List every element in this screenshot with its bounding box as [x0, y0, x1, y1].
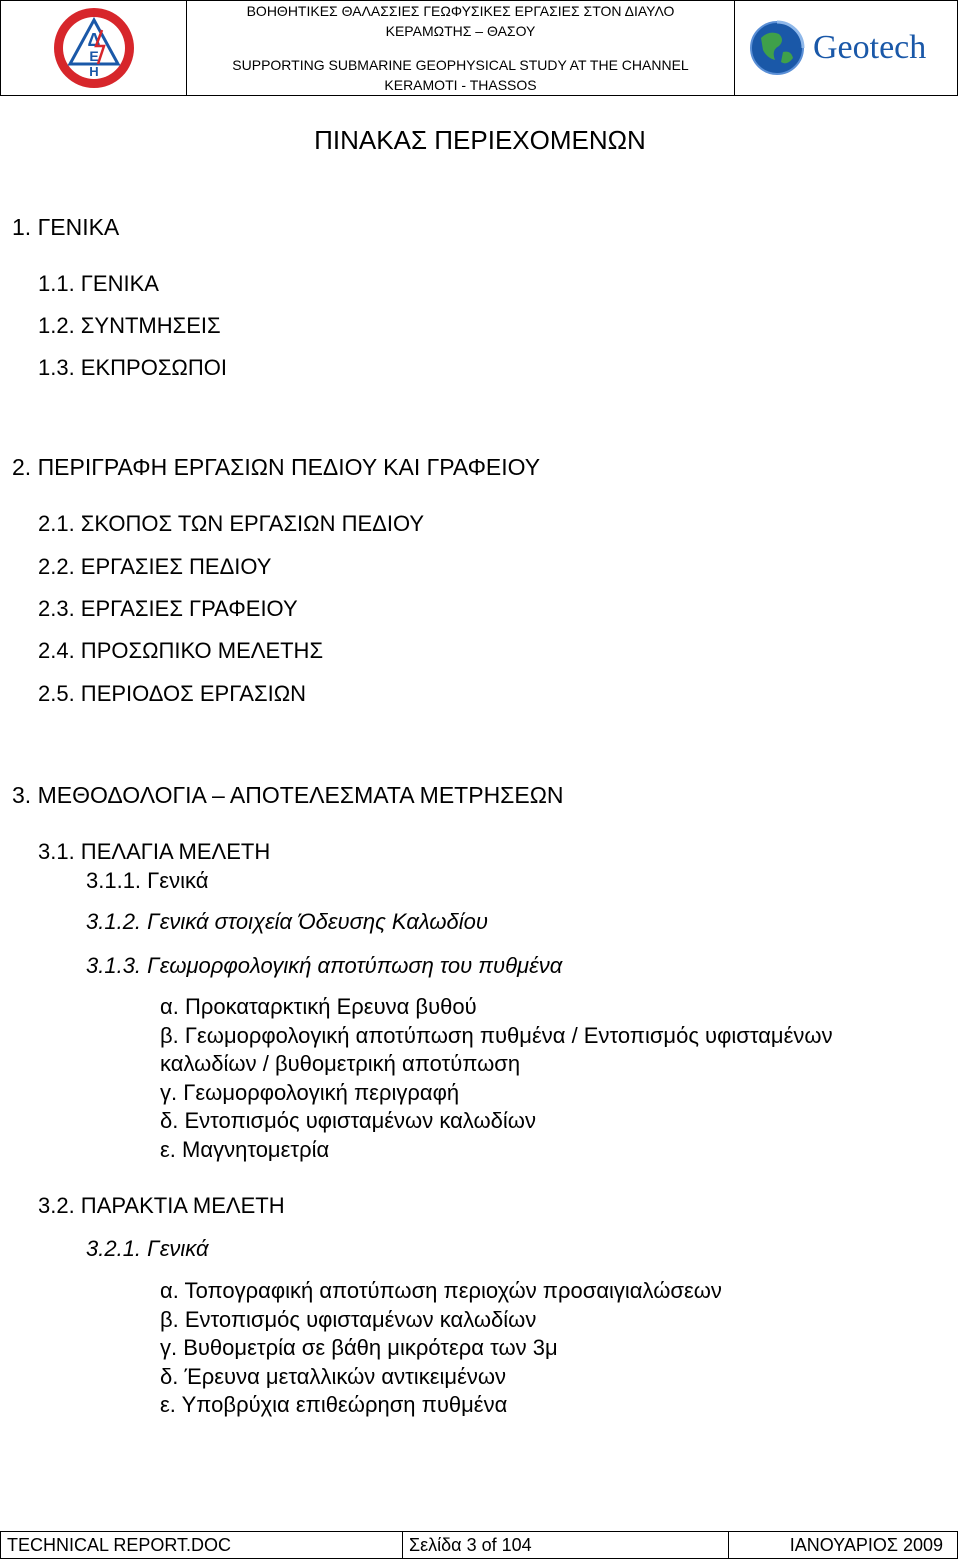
geotech-wordmark: Geotech: [813, 29, 927, 66]
ppc-logo-icon: [52, 6, 136, 90]
header-title-greek-line2: ΚΕΡΑΜΩΤΗΣ – ΘΑΣΟΥ: [385, 23, 536, 39]
page-footer: [0, 1531, 958, 1559]
logo-letter-eta: Η: [88, 64, 99, 79]
toc-entry-1-2: 1.2. ΣΥΝΤΜΗΣΕΙΣ: [38, 313, 221, 338]
page-header: [0, 0, 958, 96]
geotech-logo: [735, 1, 957, 95]
toc-entry-3: 3. ΜΕΘΟΔΟΛΟΓΙΑ – ΑΠΟΤΕΛΕΣΜΑΤΑ ΜΕΤΡΗΣΕΩΝ: [12, 782, 564, 808]
header-title-block: [187, 1, 735, 95]
toc-entry-2: 2. ΠΕΡΙΓΡΑΦΗ ΕΡΓΑΣΙΩΝ ΠΕΔΙΟΥ ΚΑΙ ΓΡΑΦΕΙΟΥ: [12, 454, 541, 480]
toc-entry-3-2-1-c: γ. Βυθομετρία σε βάθη μικρότερα των 3μ: [160, 1335, 558, 1360]
toc-entry-2-4: 2.4. ΠΡΟΣΩΠΙΚΟ ΜΕΛΕΤΗΣ: [38, 638, 324, 663]
header-title-english-line1: SUPPORTING SUBMARINE GEOPHYSICAL STUDY AT THE CHANNEL: [232, 57, 689, 73]
toc-entry-3-1-1: [86, 866, 208, 896]
header-title-english-line2: KERAMOTI - THASSOS: [384, 77, 537, 93]
toc-entry-3-1-3-c: γ. Γεωμορφολογική περιγραφή: [160, 1080, 460, 1105]
toc-entry-1-1: 1.1. ΓΕΝΙΚΑ: [38, 271, 159, 296]
toc-entry-3-2-1-b: β. Εντοπισμός υφισταμένων καλωδίων: [160, 1307, 537, 1332]
toc-entry-3-1-3-a: α. Προκαταρκτική Ερευνα βυθού: [160, 994, 477, 1019]
logo-letter-epsilon: Ε: [88, 48, 99, 64]
toc-entry-3-1-3-d: δ. Εντοπισμός υφισταμένων καλωδίων: [160, 1108, 536, 1133]
toc-entry-3-1-2: [86, 907, 488, 937]
globe-icon: [749, 20, 805, 76]
header-title-greek-line1: ΒΟΗΘΗΤΙΚΕΣ ΘΑΛΑΣΣΙΕΣ ΓΕΩΦΥΣΙΚΕΣ ΕΡΓΑΣΙΕΣ ΣΤΟΝ ΔΙΑΥΛΟ: [246, 3, 675, 19]
toc-entry-3-1: 3.1. ΠΕΛΑΓΙΑ ΜΕΛΕΤΗ: [38, 839, 271, 864]
footer-filename: TECHNICAL REPORT.DOC: [1, 1532, 403, 1558]
toc-entry-3-2-1-e: ε. Υποβρύχια επιθεώρηση πυθμένα: [160, 1392, 508, 1417]
toc-entry-3-2-1-a: α. Τοπογραφική αποτύπωση περιοχών προσαιγιαλώσεων: [160, 1278, 722, 1303]
toc-entry-2-3: 2.3. ΕΡΓΑΣΙΕΣ ΓΡΑΦΕΙΟΥ: [38, 596, 298, 621]
toc-entry-2-1: 2.1. ΣΚΟΠΟΣ ΤΩΝ ΕΡΓΑΣΙΩΝ ΠΕΔΙΟΥ: [38, 511, 425, 536]
toc-entry-3-2: 3.2. ΠΑΡΑΚΤΙΑ ΜΕΛΕΤΗ: [38, 1193, 285, 1218]
toc-entry-3-2-1-d: δ. Έρευνα μεταλλικών αντικειμένων: [160, 1364, 507, 1389]
toc-entry-3-1-3-text: 3.1.3. Γεωμορφολογική αποτύπωση του πυθμένα: [86, 953, 563, 978]
toc-entry-3-1-1-text: 3.1.1. Γενικά: [86, 868, 209, 893]
toc-entry-3-2-1: 3.2.1. Γενικά: [86, 1236, 209, 1261]
toc-entry-1-3: 1.3. ΕΚΠΡΟΣΩΠΟΙ: [38, 355, 227, 380]
footer-page-number: Σελίδα 3 of 104: [403, 1532, 729, 1558]
footer-date: ΙΑΝΟΥΑΡΙΟΣ 2009: [789, 1535, 943, 1555]
logo-letter-delta: Δ: [87, 30, 100, 50]
toc-entry-3-1-3: [86, 951, 562, 981]
toc-entry-2-5: 2.5. ΠΕΡΙΟΔΟΣ ΕΡΓΑΣΙΩΝ: [38, 681, 307, 706]
toc-entry-3-1-3-b-line1: β. Γεωμορφολογική αποτύπωση πυθμένα / Εντοπισμός υφισταμένων: [160, 1023, 833, 1048]
toc-entry-3-1-3-e: ε. Μαγνητομετρία: [160, 1137, 330, 1162]
toc-entry-3-1-2-text: 3.1.2. Γενικά στοιχεία Όδευσης Καλωδίου: [86, 909, 488, 934]
toc-entry-2-2: 2.2. ΕΡΓΑΣΙΕΣ ΠΕΔΙΟΥ: [38, 554, 272, 579]
toc-entry-3-1-3-b-line2: καλωδίων / βυθομετρική αποτύπωση: [160, 1051, 521, 1076]
ppc-logo: [1, 1, 187, 95]
page-title: ΠΙΝΑΚΑΣ ΠΕΡΙΕΧΟΜΕΝΩΝ: [314, 125, 646, 155]
toc-entry-1: 1. ΓΕΝΙΚΑ: [12, 214, 120, 240]
